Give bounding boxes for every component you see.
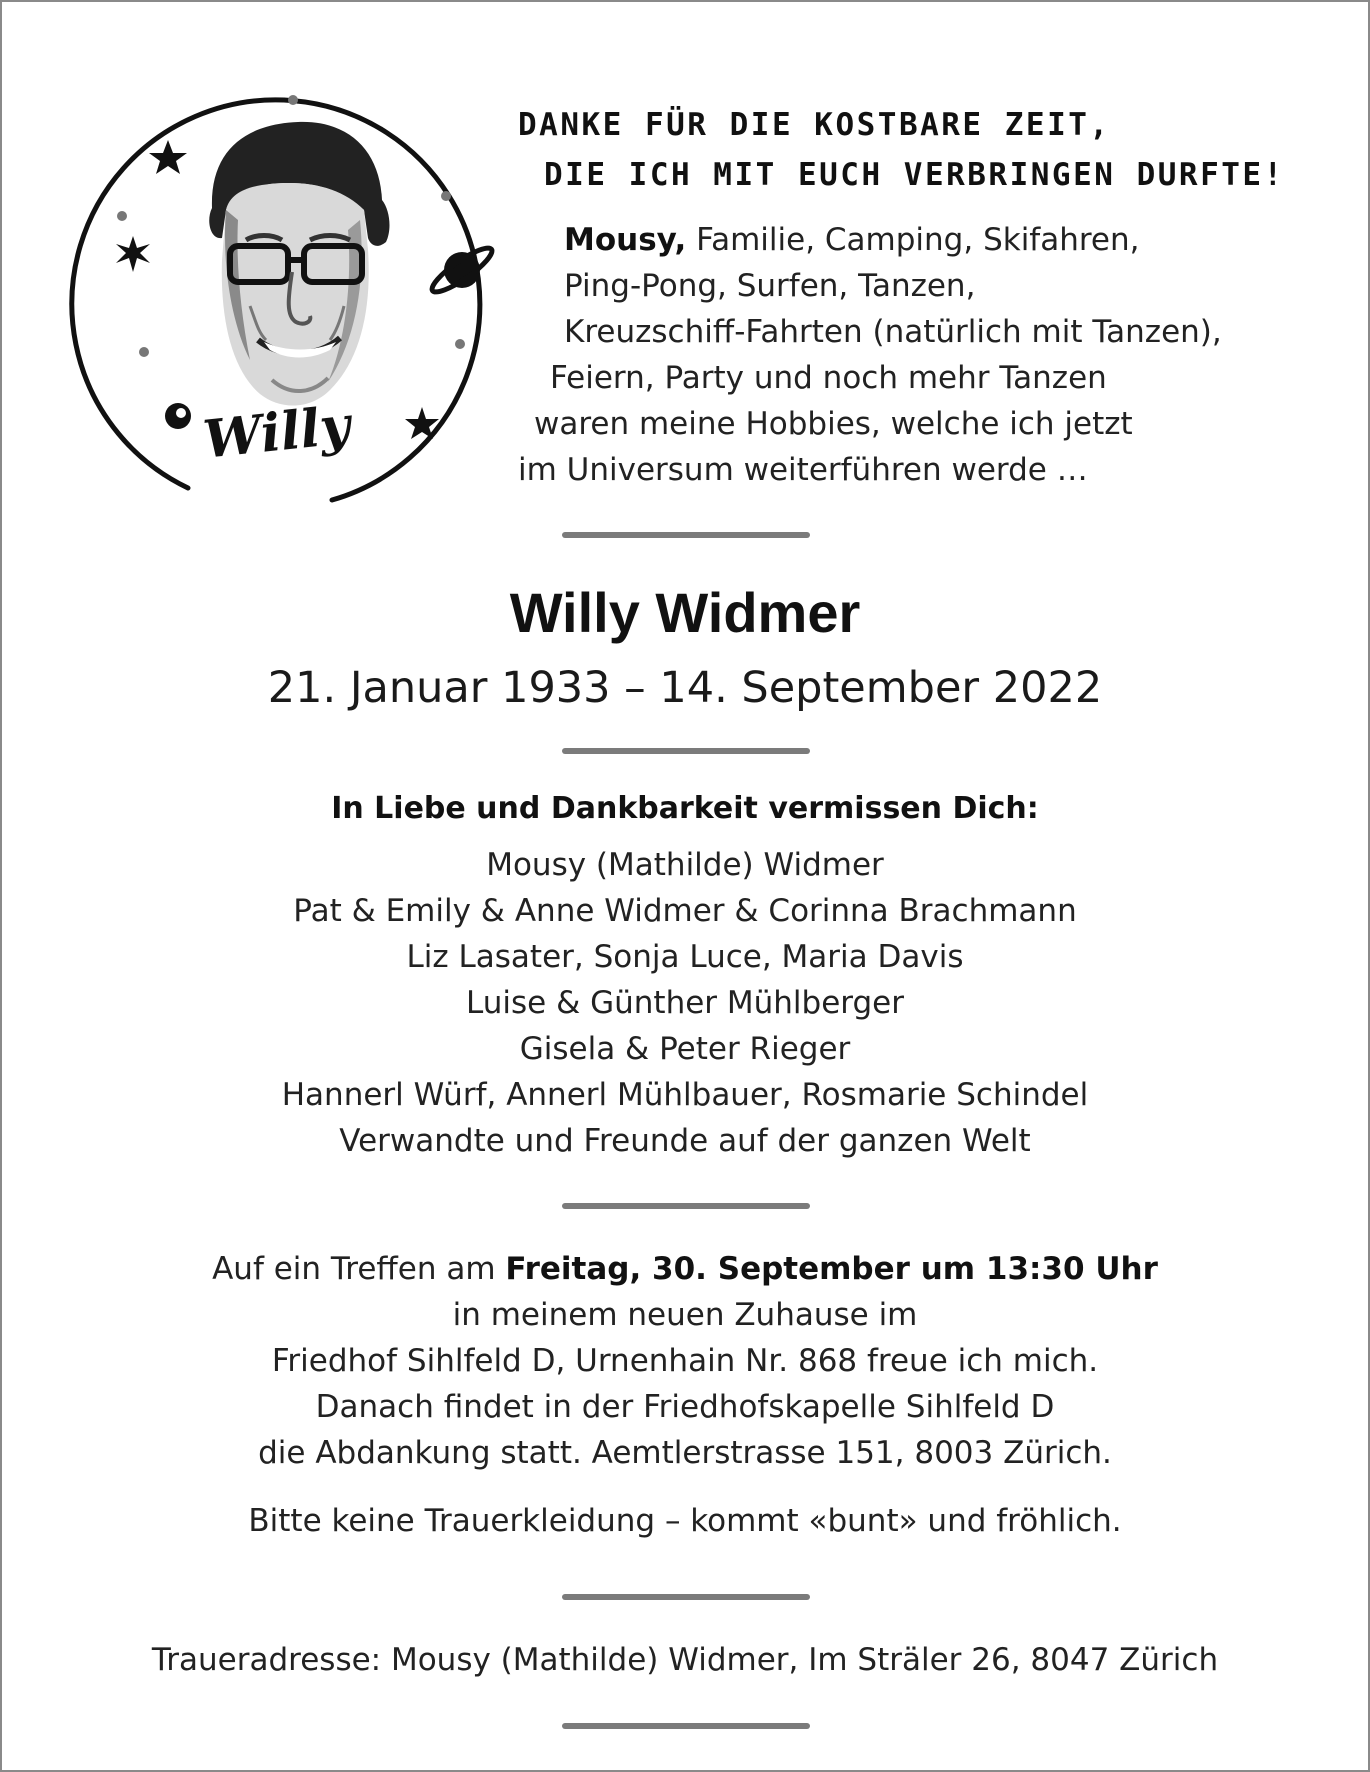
invitation-line-5: die Abdankung statt. Aemtlerstrasse 151, 8003 Zürich. bbox=[258, 1435, 1112, 1471]
invitation-line-4: Danach findet in der Friedhofskapelle Sihlfeld D bbox=[315, 1389, 1055, 1425]
mourner-line: Luise & Günther Mühlberger bbox=[466, 985, 904, 1021]
invitation-line-2: in meinem neuen Zuhause im bbox=[452, 1297, 918, 1333]
hobbies-line-1 bbox=[518, 217, 1338, 263]
mourner-line: Mousy (Mathilde) Widmer bbox=[486, 847, 884, 883]
mourner-line: Hannerl Würf, Annerl Mühlbauer, Rosmarie Schindel bbox=[281, 1077, 1089, 1113]
life-dates: 21. Januar 1933 – 14. September 2022 bbox=[267, 663, 1103, 713]
mourner-line: Gisela & Peter Rieger bbox=[519, 1031, 851, 1067]
motto-line-1: DANKE FÜR DIE KOSTBARE ZEIT, bbox=[518, 107, 1111, 143]
mourner-line: Pat & Emily & Anne Widmer & Corinna Brachmann bbox=[293, 893, 1077, 929]
divider bbox=[562, 1723, 810, 1729]
hobbies-paragraph bbox=[518, 217, 1338, 493]
portrait-medallion bbox=[60, 60, 540, 530]
deceased-name: Willy Widmer bbox=[509, 581, 861, 644]
mourner-line: Verwandte und Freunde auf der ganzen Welt bbox=[339, 1123, 1031, 1159]
hobbies-line-1-rest: Familie, Camping, Skifahren, bbox=[686, 222, 1140, 258]
divider bbox=[562, 532, 810, 538]
hobbies-line-2: Ping-Pong, Surfen, Tanzen, bbox=[564, 268, 976, 304]
hobbies-line-5: waren meine Hobbies, welche ich jetzt bbox=[534, 406, 1133, 442]
invitation-paragraph bbox=[2, 1246, 1368, 1476]
mourning-address: Traueradresse: Mousy (Mathilde) Widmer, Im Sträler 26, 8047 Zürich bbox=[151, 1642, 1219, 1678]
divider bbox=[562, 748, 810, 754]
dress-code-note: Bitte keine Trauerkleidung – kommt «bunt» und fröhlich. bbox=[248, 1503, 1122, 1539]
hobbies-line-3: Kreuzschiff-Fahrten (natürlich mit Tanzen), bbox=[564, 314, 1222, 350]
divider bbox=[562, 1594, 810, 1600]
eight-ball-icon bbox=[165, 403, 191, 429]
motto-heading bbox=[518, 100, 1338, 200]
sparkle-star-icon bbox=[116, 236, 150, 272]
planet-icon bbox=[427, 242, 496, 298]
star-icon bbox=[149, 140, 187, 174]
invitation-line-3: Friedhof Sihlfeld D, Urnenhain Nr. 868 freue ich mich. bbox=[271, 1343, 1099, 1379]
invitation-lead: Auf ein Treffen am bbox=[212, 1251, 506, 1287]
invitation-datetime: Freitag, 30. September um 13:30 Uhr bbox=[505, 1251, 1158, 1287]
mourners-heading: In Liebe und Dankbarkeit vermissen Dich: bbox=[331, 791, 1039, 826]
mourner-line: Liz Lasater, Sonja Luce, Maria Davis bbox=[406, 939, 964, 975]
divider bbox=[562, 1203, 810, 1209]
invitation-line-1 bbox=[2, 1246, 1368, 1292]
hobbies-line-6: im Universum weiterführen werde … bbox=[518, 452, 1088, 488]
hobbies-line-4: Feiern, Party und noch mehr Tanzen bbox=[550, 360, 1107, 396]
hobbies-lead: Mousy, bbox=[564, 222, 687, 258]
mourners-list bbox=[2, 842, 1368, 1164]
motto-line-2: DIE ICH MIT EUCH VERBRINGEN DURFTE! bbox=[544, 157, 1285, 193]
signature-text: Willy bbox=[200, 394, 354, 471]
face-illustration bbox=[209, 122, 389, 406]
